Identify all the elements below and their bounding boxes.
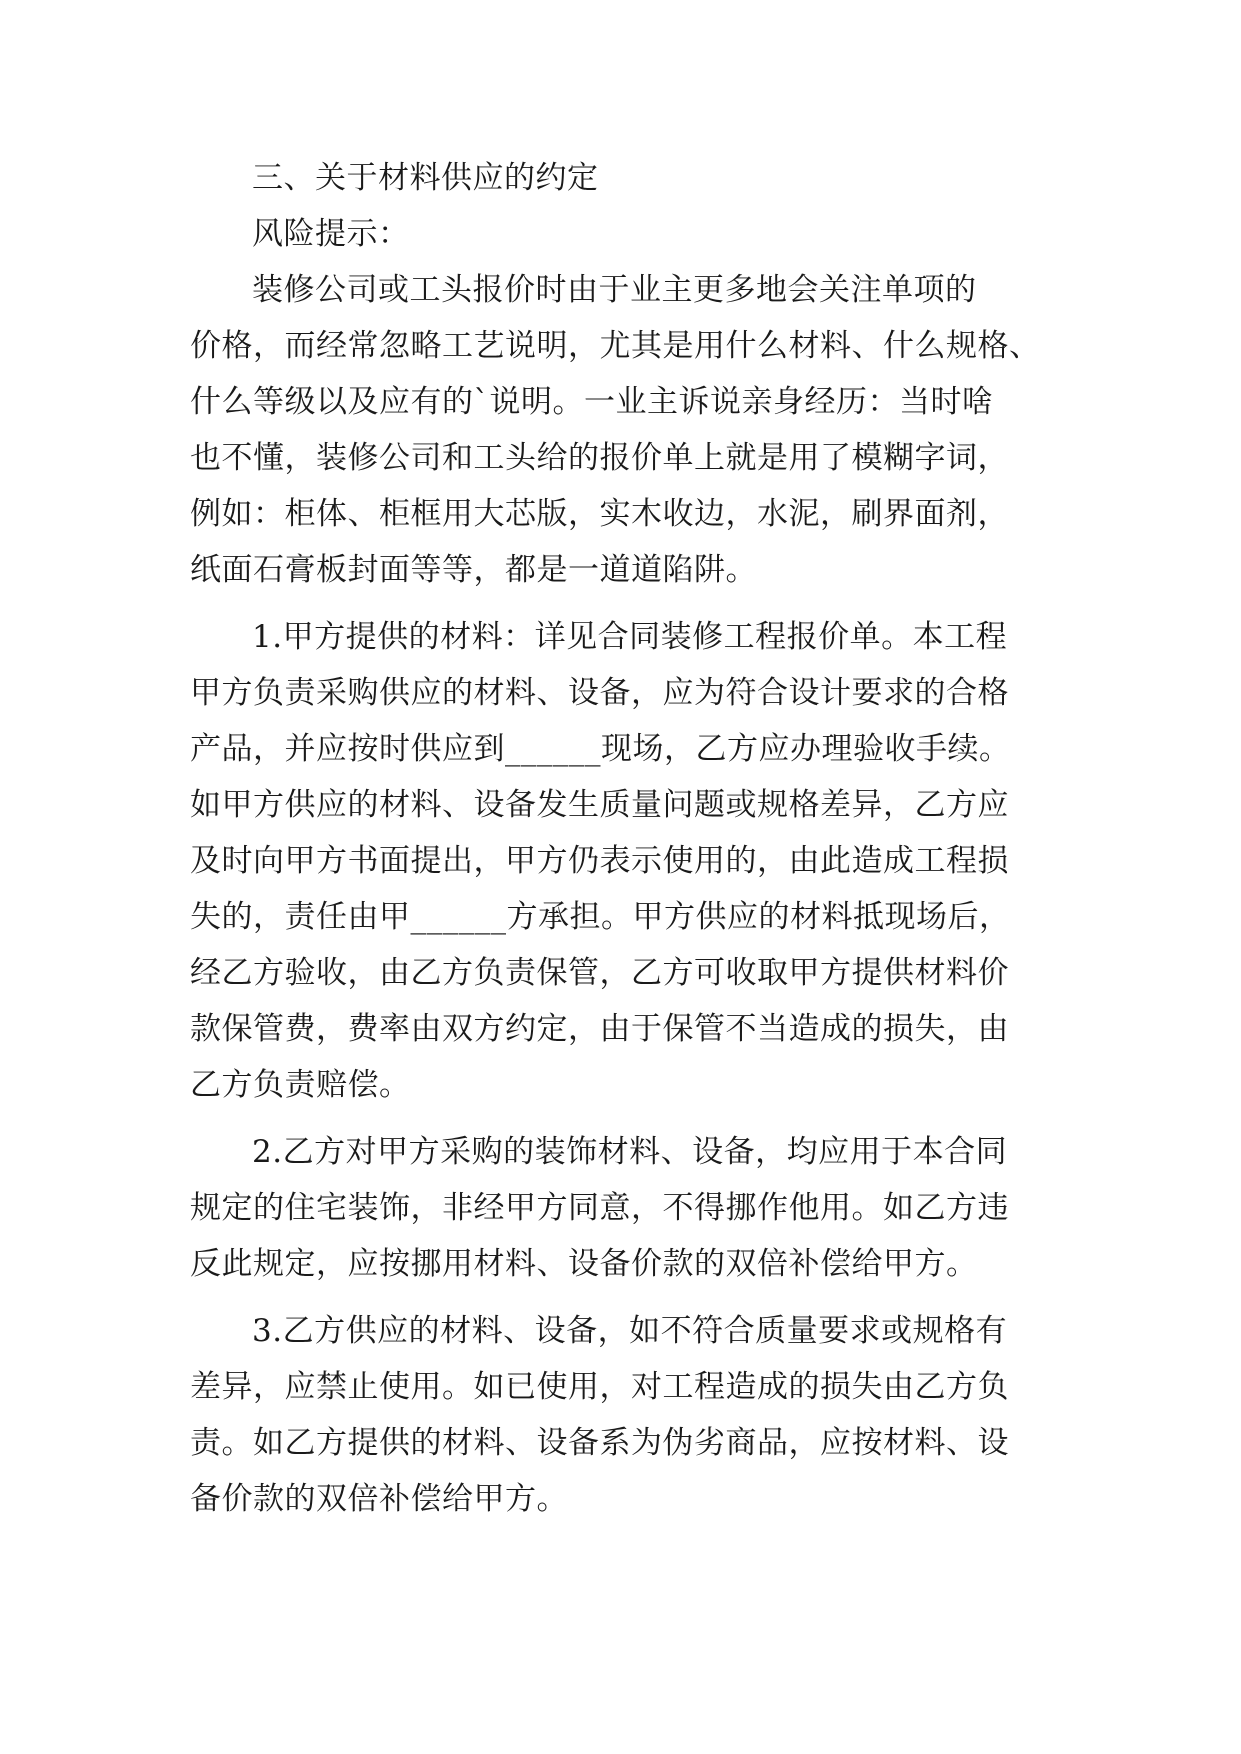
paragraph-line: 及时向甲方书面提出，甲方仍表示使用的，由此造成工程损 bbox=[190, 843, 1009, 879]
section-heading: 三、关于材料供应的约定 bbox=[252, 160, 599, 196]
risk-label: 风险提示： bbox=[252, 216, 410, 252]
paragraph-line: 什么等级以及应有的`说明。一业主诉说亲身经历：当时啥 bbox=[190, 384, 994, 420]
paragraph-line: 3.乙方供应的材料、设备，如不符合质量要求或规格有 bbox=[252, 1313, 1008, 1349]
paragraph-line: 失的，责任由甲______方承担。甲方供应的材料抵现场后， bbox=[190, 899, 1011, 935]
clause-1 bbox=[190, 609, 1060, 1113]
paragraph-line: 规定的住宅装饰，非经甲方同意，不得挪作他用。如乙方违 bbox=[190, 1190, 1009, 1226]
paragraph-line: 纸面石膏板封面等等，都是一道道陷阱。 bbox=[190, 552, 757, 588]
clause-2 bbox=[190, 1124, 1060, 1292]
paragraph-line: 备价款的双倍补偿给甲方。 bbox=[190, 1481, 568, 1517]
paragraph-line: 甲方负责采购供应的材料、设备，应为符合设计要求的合格 bbox=[190, 675, 1009, 711]
paragraph-line: 差异，应禁止使用。如已使用，对工程造成的损失由乙方负 bbox=[190, 1369, 1009, 1405]
paragraph-line: 也不懂，装修公司和工头给的报价单上就是用了模糊字词， bbox=[190, 440, 1009, 476]
paragraph-line: 反此规定，应按挪用材料、设备价款的双倍补偿给甲方。 bbox=[190, 1246, 978, 1282]
clause-3 bbox=[190, 1303, 1060, 1527]
paragraph-line: 责。如乙方提供的材料、设备系为伪劣商品，应按材料、设 bbox=[190, 1425, 1009, 1461]
risk-paragraph bbox=[190, 262, 1060, 598]
document-body bbox=[190, 150, 1060, 1527]
paragraph-line: 装修公司或工头报价时由于业主更多地会关注单项的 bbox=[252, 272, 977, 308]
paragraph-line: 乙方负责赔偿。 bbox=[190, 1067, 411, 1103]
paragraph-line: 经乙方验收，由乙方负责保管，乙方可收取甲方提供材料价 bbox=[190, 955, 1009, 991]
paragraph-line: 价格，而经常忽略工艺说明，尤其是用什么材料、什么规格、 bbox=[190, 328, 1041, 364]
paragraph-line: 2.乙方对甲方采购的装饰材料、设备，均应用于本合同 bbox=[252, 1134, 1008, 1170]
paragraph-line: 1.甲方提供的材料：详见合同装修工程报价单。本工程 bbox=[252, 619, 1008, 655]
paragraph-line: 款保管费，费率由双方约定，由于保管不当造成的损失，由 bbox=[190, 1011, 1009, 1047]
paragraph-line: 如甲方供应的材料、设备发生质量问题或规格差异，乙方应 bbox=[190, 787, 1009, 823]
paragraph-line: 产品，并应按时供应到______现场，乙方应办理验收手续。 bbox=[190, 731, 1011, 767]
paragraph-line: 例如：柜体、柜框用大芯版，实木收边，水泥，刷界面剂， bbox=[190, 496, 1009, 532]
